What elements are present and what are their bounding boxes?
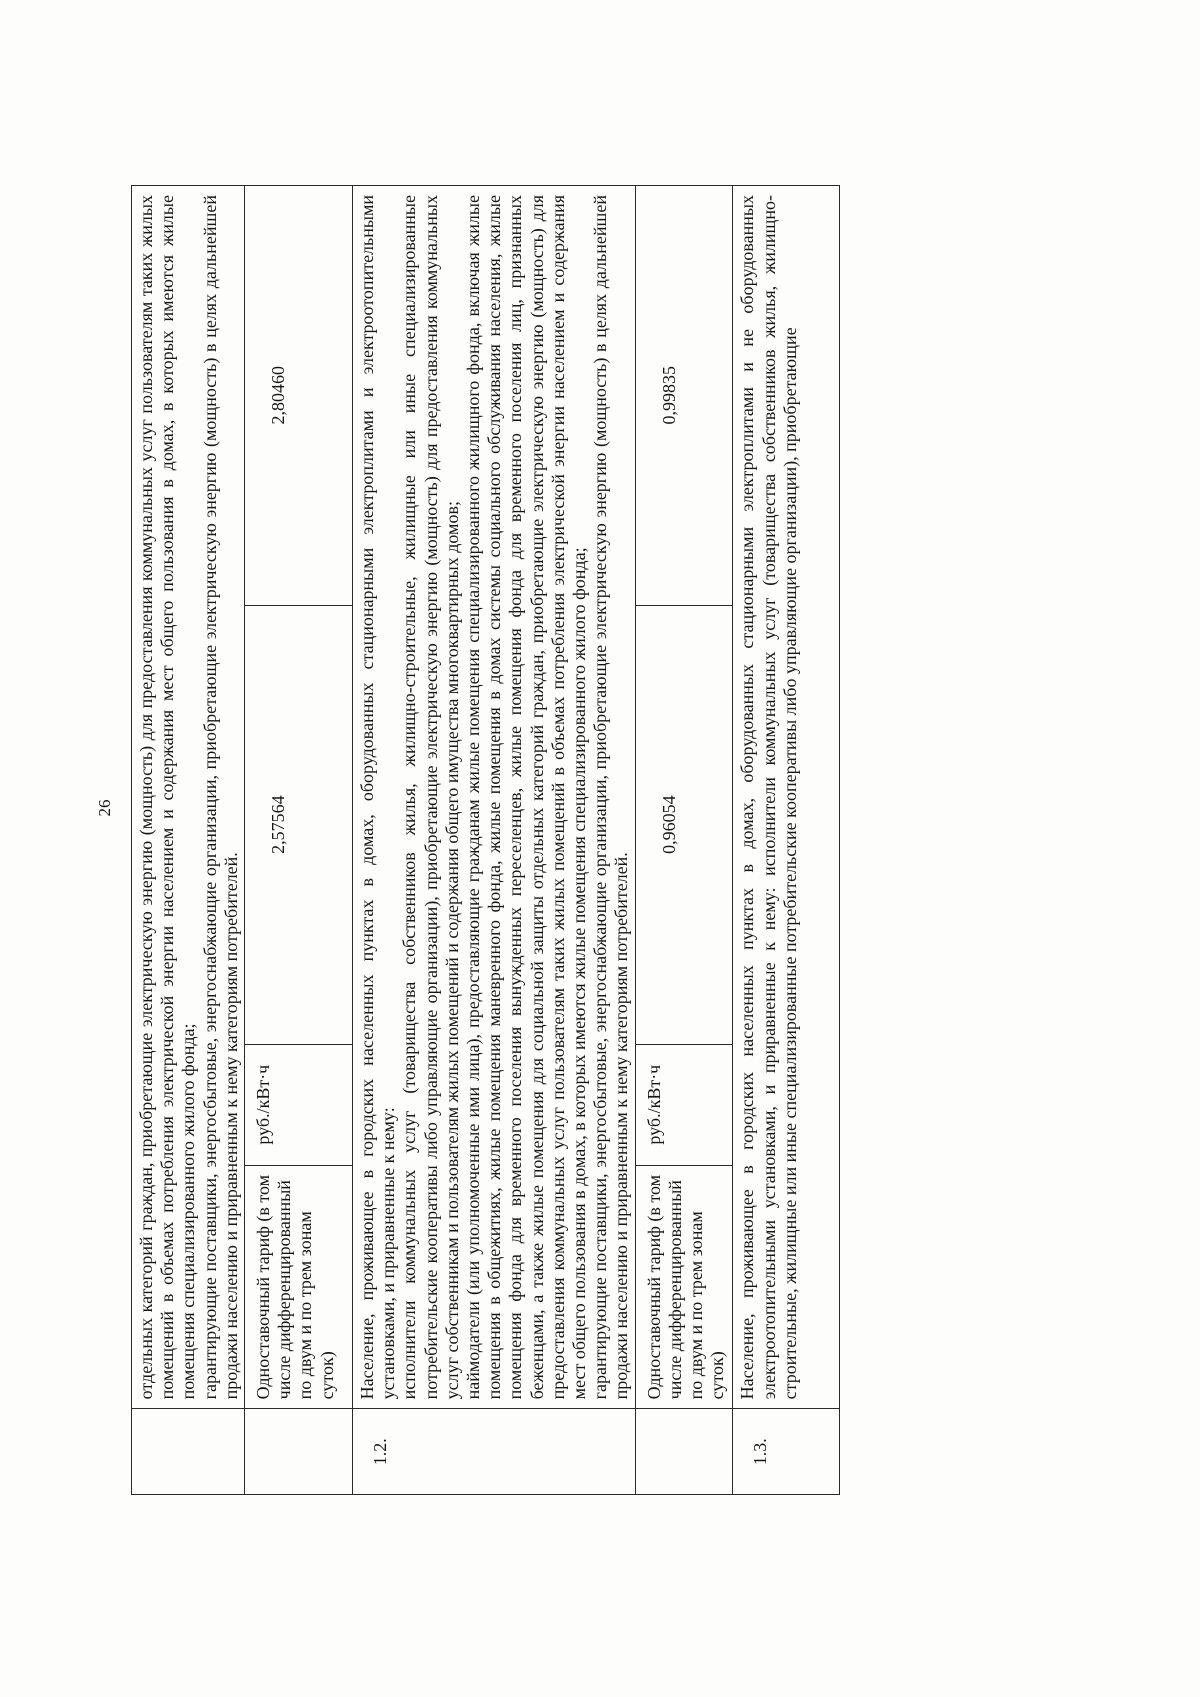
tariff-value-second-half: 2,80460 bbox=[245, 186, 353, 606]
table-row bbox=[635, 186, 733, 1495]
row-description bbox=[353, 186, 636, 1409]
tariff-value-first-half: 0,96054 bbox=[635, 605, 733, 1044]
description-paragraph: наймодатели (или уполномоченные ими лица), предоставляющие гражданам жилые помещения специализированного жилищного фонда, включая жилые помещения в общежитиях, жилые помещения маневренного фонда, жилые помещения в домах системы социального обслуживания населения, жилые помещения фонда для временного поселения вынужденных переселенцев, жилые помещения фонда для временного поселения лиц, признанных беженцами, а также жилые помещения для социальной защиты отдельных категорий граждан, приобретающие электрическую энергию (мощность) для предоставления коммунальных услуг пользователям таких жилых помещений в объемах потребления электрической энергии населением и содержания мест общего пользования в домах, в которых имеются жилые помещения специализированного жилого фонда; bbox=[463, 195, 590, 1400]
tariff-unit: руб./кВт·ч bbox=[245, 1044, 353, 1165]
row-number: 1.2. bbox=[353, 1409, 636, 1495]
table-row bbox=[132, 186, 245, 1495]
tariff-name: Одноставочный тариф (в том числе дифференцированный по двум и по трем зонам суток) bbox=[635, 1165, 733, 1409]
tariff-value-first-half: 2,57564 bbox=[245, 605, 353, 1044]
row-description bbox=[733, 186, 840, 1409]
table-row bbox=[353, 186, 636, 1495]
row-number: 1.3. bbox=[733, 1409, 840, 1495]
tariff-name: Одноставочный тариф (в том числе дифференцированный по двум и по трем зонам суток) bbox=[245, 1165, 353, 1409]
tariff-value-second-half: 0,99835 bbox=[635, 186, 733, 606]
description-paragraph: гарантирующие поставщики, энергосбытовые, энергоснабжающие организации, приобретающие электрическую энергию (мощность) в целях дальнейшей продажи населению и приравненным к нему категориям потребителей. bbox=[199, 195, 241, 1400]
rotated-table-container bbox=[131, 185, 1093, 1495]
row-number-empty bbox=[132, 1409, 245, 1495]
table-row bbox=[733, 186, 840, 1495]
description-paragraph: Население, проживающее в городских населенных пунктах в домах, оборудованных стационарными электроплитами и не оборудованных электроотопительными установками, и приравненные к нему: исполнители коммунальных услуг (товарищества собственников жилья, жилищно-строительные, жилищные или иные специализированные потребительские кооперативы либо управляющие организации), приобретающие bbox=[737, 195, 800, 1400]
table-row bbox=[245, 186, 353, 1495]
description-paragraph: исполнители коммунальных услуг (товарищества собственников жилья, жилищно-строительные, жилищные или иные специализированные потребительские кооперативы либо управляющие организации), приобретающие электрическую энергию (мощность) для предоставления коммунальных услуг собственникам и пользователям жилых помещений и содержания общего имущества многоквартирных домов; bbox=[399, 195, 462, 1400]
tariff-unit: руб./кВт·ч bbox=[635, 1044, 733, 1165]
page-number: 26 bbox=[95, 799, 114, 817]
description-paragraph: отдельных категорий граждан, приобретающие электрическую энергию (мощность) для предоставления коммунальных услуг пользователям таких жилых помещений в объемах потребления электрической энергии населением и содержания мест общего пользования в домах, в которых имеются жилые помещения специализированного жилого фонда; bbox=[136, 195, 199, 1400]
description-paragraph: гарантирующие поставщики, энергосбытовые, энергоснабжающие организации, приобретающие электрическую энергию (мощность) в целях дальнейшей продажи населению и приравненным к нему категориям потребителей. bbox=[590, 195, 632, 1400]
description-paragraph: Население, проживающее в городских населенных пунктах в домах, оборудованных стационарными электроплитами и электроотопительными установками, и приравненные к нему: bbox=[357, 195, 399, 1400]
row-description bbox=[132, 186, 245, 1409]
tariff-table bbox=[131, 185, 840, 1495]
